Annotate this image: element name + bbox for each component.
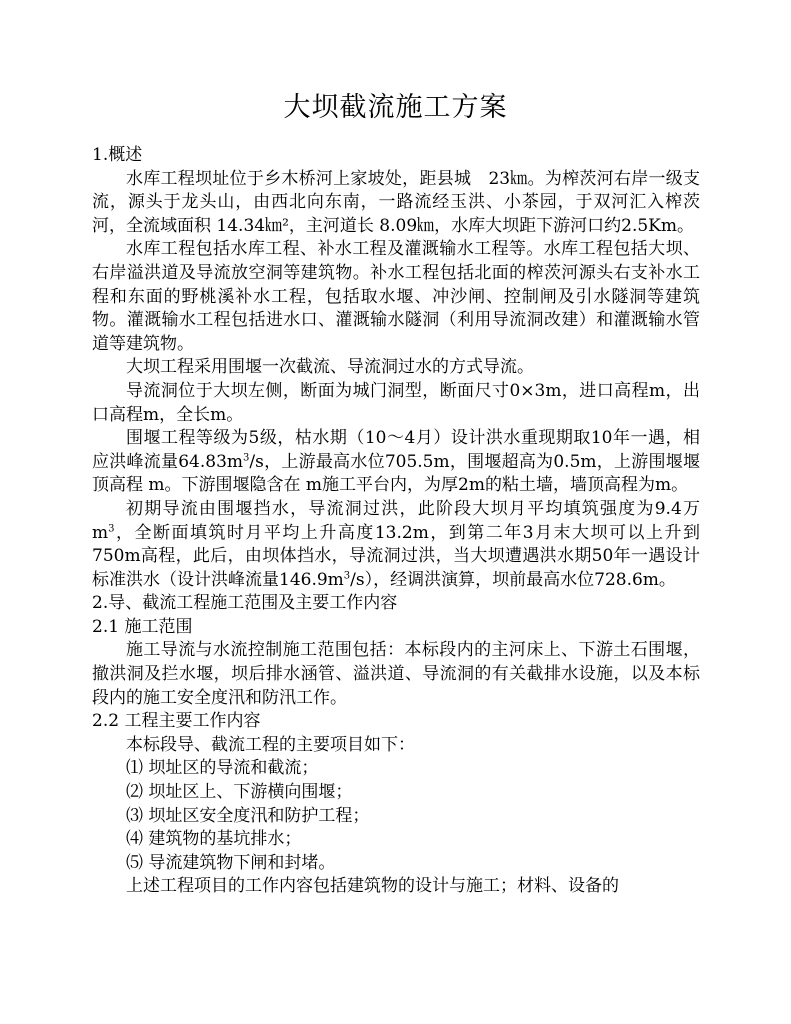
cofferdam-text-b: /s，上游最高水位705.5m，围堰超高为0.5m，上游围堰堰顶高程 m。下游围堰隐含在 m施工平台内，为厚2m的粘土墙，墙顶高程为m。 (92, 451, 700, 496)
superscript-3: 3 (108, 522, 115, 534)
list-item: ⑵ 坝址区上、下游横向围堰； (126, 782, 353, 803)
paragraph-initial-diversion (92, 498, 700, 592)
cofferdam-text-a: 围堰工程等级为5级，枯水期（10～4月）设计洪水重现期取10年一遇，相应洪峰流量64.83m (92, 428, 700, 472)
paragraph-diversion-method: 大坝工程采用围堰一次截流、导流洞过水的方式导流。 (126, 357, 534, 378)
subsection-heading-2-2: 2.2 工程主要工作内容 (92, 711, 261, 732)
document-title: 大坝截流施工方案 (283, 92, 508, 123)
paragraph-diversion-tunnel: 导流洞位于大坝左侧，断面为城门洞型，断面尺寸0×3m，进口高程m，出口高程m，全长m。 (92, 380, 700, 425)
document-body (92, 144, 700, 899)
paragraph-construction-scope: 施工导流与水流控制施工范围包括：本标段内的主河床上、下游土石围堰，撤洪洞及拦水堰，坝后排水涵管、溢洪道、导流洞的有关截排水设施，以及本标段内的施工安全度汛和防汛工作。 (92, 640, 700, 708)
paragraph-cofferdam (92, 427, 700, 498)
list-item: ⑶ 坝址区安全度汛和防护工程； (126, 805, 370, 826)
section-heading-1: 1.概述 (92, 145, 143, 165)
list-item: ⑴ 坝址区的导流和截流； (126, 758, 319, 779)
list-item: ⑸ 导流建筑物下闸和封堵。 (126, 852, 336, 873)
initial-diversion-text-c: /s），经调洪演算，坝前最高水位728.6m。 (350, 569, 676, 590)
superscript-3: 3 (243, 452, 250, 464)
subsection-heading-2-1: 2.1 施工范围 (92, 616, 193, 637)
initial-diversion-text-a: 初期导流由围堰挡水，导流洞过洪，此阶段大坝月平均填筑强度为9.4万m (92, 498, 700, 543)
list-item: ⑷ 建筑物的基坑排水； (126, 829, 302, 850)
paragraph-overview-location: 水库工程坝址位于乡木桥河上家坡处，距县城 23㎞。为榨茨河右岸一级支流，源头于龙头山，由西北向东南，一路流经玉洪、小茶园，于双河汇入榨茨河，全流域面积 14.34㎞²，主河道长 8.09㎞，水库大坝距下游河口约2.5Κm。 (92, 168, 700, 236)
paragraph-work-content: 上述工程项目的工作内容包括建筑物的设计与施工；材料、设备的 (126, 876, 619, 897)
paragraph-main-items-intro: 本标段导、截流工程的主要项目如下： (126, 734, 415, 755)
section-heading-2: 2.导、截流工程施工范围及主要工作内容 (92, 593, 398, 614)
superscript-3: 3 (343, 570, 351, 582)
paragraph-overview-components: 水库工程包括水库工程、补水工程及灌溉输水工程等。水库工程包括大坝、右岸溢洪道及导流放空洞等建筑物。补水工程包括北面的榨茨河源头右支补水工程和东面的野桃溪补水工程，包括取水堰、冲沙闸、控制闸及引水隧洞等建筑物。灌溉输水工程包括进水口、灌溉输水隧洞（利用导流洞改建）和灌溉输水管道等建筑物。 (92, 239, 700, 354)
initial-diversion-text-b: ，全断面填筑时月平均上升高度13.2m，到第二年3月末大坝可以上升到750m高程，此后，由坝体挡水，导流洞过洪，当大坝遭遇洪水期50年一遇设计标准洪水（设计洪峰流量146.9m (92, 522, 700, 590)
